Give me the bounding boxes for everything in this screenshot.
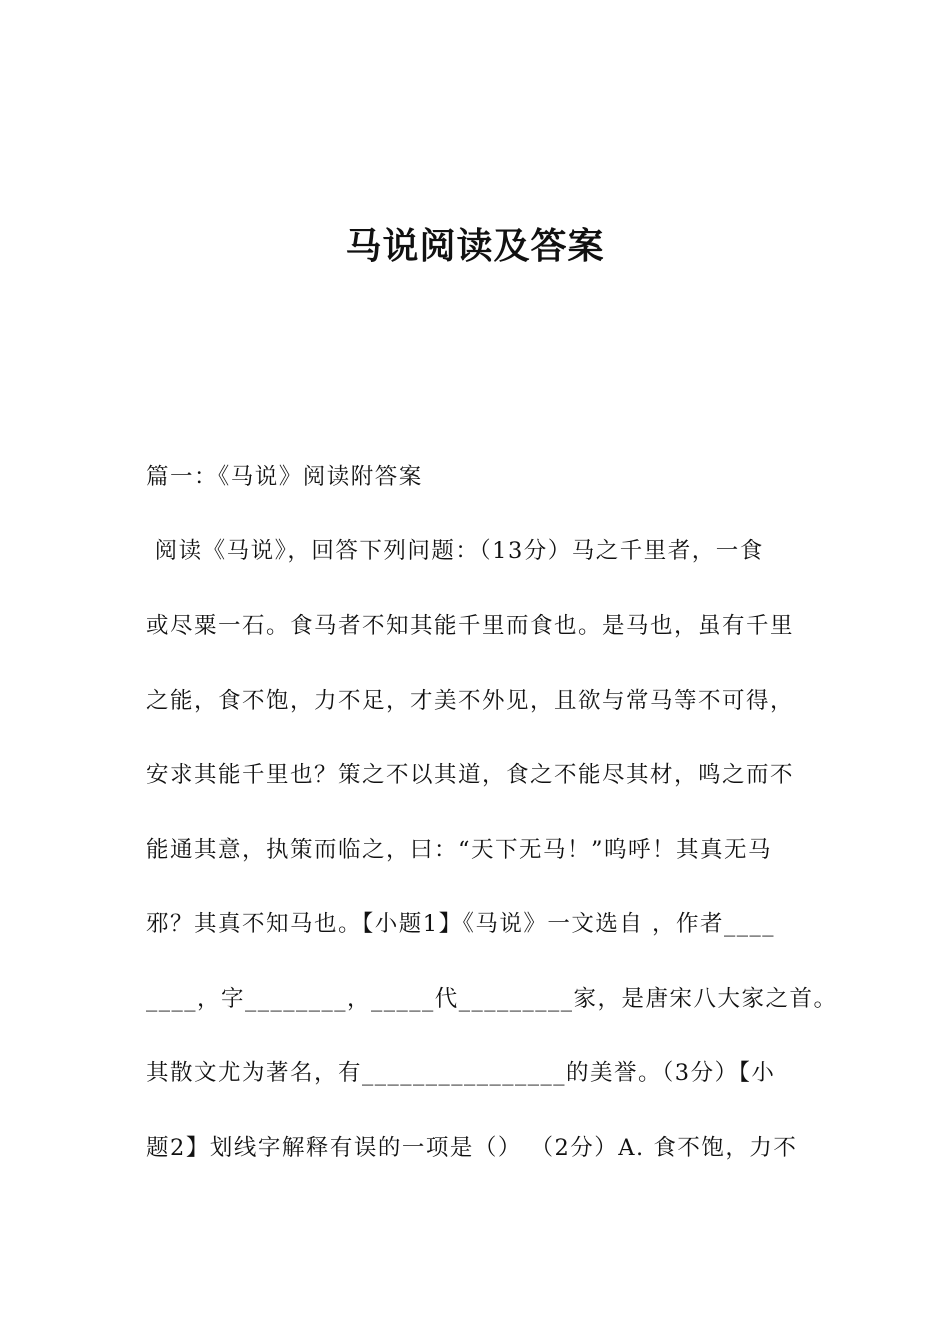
document-title: 马说阅读及答案 xyxy=(345,226,605,267)
body-text-line: 之能，食不饱，力不足，才美不外见，且欲与常马等不可得， xyxy=(146,688,795,714)
body-text-line: 题2】划线字解释有误的一项是（） （2分）A. 食不饱，力不 xyxy=(146,1135,798,1161)
body-text-line: 安求其能千里也？策之不以其道，食之不能尽其材，鸣之而不 xyxy=(146,762,795,788)
body-text-line: 或尽粟一石。食马者不知其能千里而食也。是马也，虽有千里 xyxy=(146,613,795,639)
body-text-line: 邪？其真不知马也。【小题1】《马说》一文选自 ，作者____ xyxy=(146,911,775,937)
body-text-line: 其散文尤为著名，有________________的美誉。（3分）【小 xyxy=(146,1060,776,1086)
body-text-line: ____，字________，_____代_________家，是唐宋八大家之首。 xyxy=(146,986,838,1012)
section-heading: 篇一：《马说》阅读附答案 xyxy=(146,464,423,490)
body-text-line: 阅读《马说》，回答下列问题：（13分）马之千里者，一食 xyxy=(146,538,764,564)
body-text-line: 能通其意，执策而临之，曰：“天下无马！”呜呼！其真无马 xyxy=(146,837,773,863)
